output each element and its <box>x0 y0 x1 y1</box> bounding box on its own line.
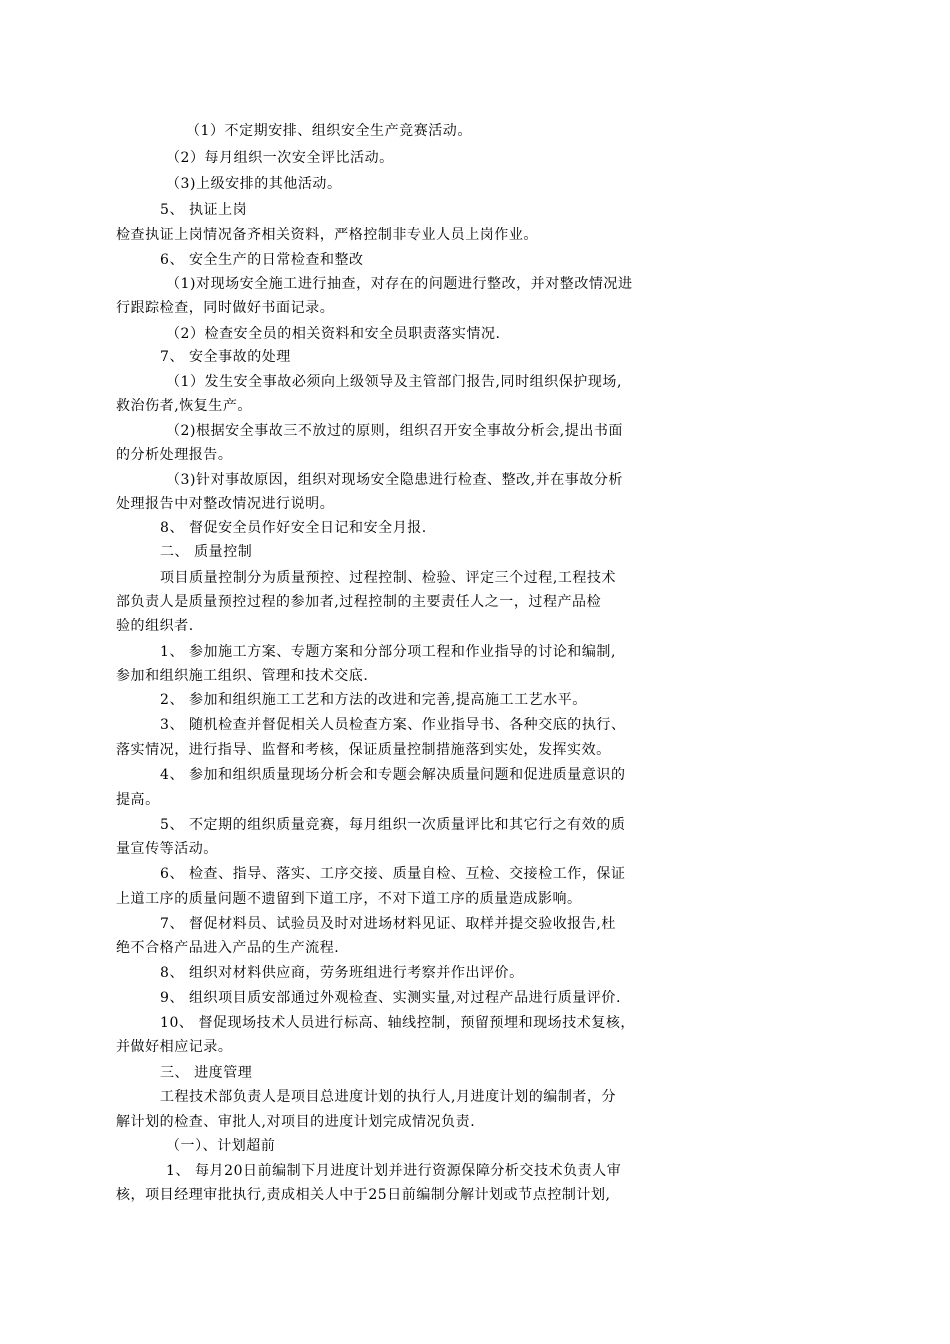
text-line: 8、 督促安全员作好安全日记和安全月报. <box>160 520 427 536</box>
text-line: 工程技术部负责人是项目总进度计划的执行人,月进度计划的编制者，分 <box>160 1089 617 1105</box>
text-line: 4、 参加和组织质量现场分析会和专题会解决质量问题和促进质量意识的 <box>160 767 626 783</box>
text-line: 3、 随机检查并督促相关人员检查方案、作业指导书、各种交底的执行、 <box>160 717 626 733</box>
text-line: （3)针对事故原因，组织对现场安全隐患进行检查、整改,并在事故分析 <box>166 472 623 488</box>
text-line: （1)对现场安全施工进行抽查，对存在的问题进行整改，并对整改情况进 <box>166 276 633 292</box>
text-line: 并做好相应记录。 <box>116 1039 233 1055</box>
text-line: （2）每月组织一次安全评比活动。 <box>166 150 394 166</box>
text-line: 8、 组织对材料供应商，劳务班组进行考察并作出评价。 <box>160 965 524 981</box>
text-line: 落实情况，进行指导、监督和考核，保证质量控制措施落到实处，发挥实效。 <box>116 742 611 758</box>
text-line: 的分析处理报告。 <box>116 447 233 463</box>
text-line: 量宣传等活动。 <box>116 841 218 857</box>
text-line: 行跟踪检查，同时做好书面记录。 <box>116 300 335 316</box>
text-line: 10、 督促现场技术人员进行标高、轴线控制，预留预埋和现场技术复核， <box>160 1015 635 1031</box>
text-line: 救治伤者,恢复生产。 <box>116 398 252 414</box>
text-line: 上道工序的质量问题不遗留到下道工序，不对下道工序的质量造成影响。 <box>116 891 582 907</box>
text-line: 检查执证上岗情况备齐相关资料，严格控制非专业人员上岗作业。 <box>116 227 538 243</box>
text-line: 项目质量控制分为质量预控、过程控制、检验、评定三个过程,工程技术 <box>160 570 617 586</box>
text-line: 5、 不定期的组织质量竞赛，每月组织一次质量评比和其它行之有效的质 <box>160 817 626 833</box>
text-line: 三、 进度管理 <box>160 1065 253 1081</box>
text-line: 参加和组织施工组织、管理和技术交底. <box>116 668 369 684</box>
text-line: 7、 督促材料员、试验员及时对进场材料见证、取样并提交验收报告,杜 <box>160 916 616 932</box>
text-line: 二、 质量控制 <box>160 544 253 560</box>
text-line: 9、 组织项目质安部通过外观检查、实测实量,对过程产品进行质量评价. <box>160 990 621 1006</box>
text-line: 1、 参加施工方案、专题方案和分部分项工程和作业指导的讨论和编制, <box>160 644 616 660</box>
text-line: 6、 安全生产的日常检查和整改 <box>160 252 364 268</box>
text-line: 提高。 <box>116 792 160 808</box>
text-line: （1）发生安全事故必须向上级领导及主管部门报告,同时组织保护现场, <box>166 374 622 390</box>
text-line: （一）、计划超前 <box>166 1138 276 1154</box>
text-line: （2）检查安全员的相关资料和安全员职责落实情况. <box>166 326 501 342</box>
text-line: 解计划的检查、审批人,对项目的进度计划完成情况负责. <box>116 1114 476 1130</box>
text-line: 7、 安全事故的处理 <box>160 349 291 365</box>
text-line: （2)根据安全事故三不放过的原则，组织召开安全事故分析会,提出书面 <box>166 423 623 439</box>
text-line: （3)上级安排的其他活动。 <box>166 176 342 192</box>
text-line: 6、 检查、指导、落实、工序交接、质量自检、互检、交接检工作，保证 <box>160 866 626 882</box>
text-line: 5、 执证上岗 <box>160 202 248 218</box>
text-line: 验的组织者. <box>116 618 194 634</box>
text-line: 部负责人是质量预控过程的参加者,过程控制的主要责任人之一，过程产品检 <box>116 594 602 610</box>
text-line: 核，项目经理审批执行,责成相关人中于25日前编制分解计划或节点控制计划, <box>116 1187 611 1203</box>
text-line: 1、 每月20日前编制下月进度计划并进行资源保障分析交技术负责人审 <box>166 1163 622 1179</box>
text-line: （1）不定期安排、组织安全生产竞赛活动。 <box>186 123 472 139</box>
text-line: 处理报告中对整改情况进行说明。 <box>116 496 335 512</box>
text-line: 绝不合格产品进入产品的生产流程. <box>116 940 340 956</box>
text-line: 2、 参加和组织施工工艺和方法的改进和完善,提高施工工艺水平。 <box>160 692 587 708</box>
